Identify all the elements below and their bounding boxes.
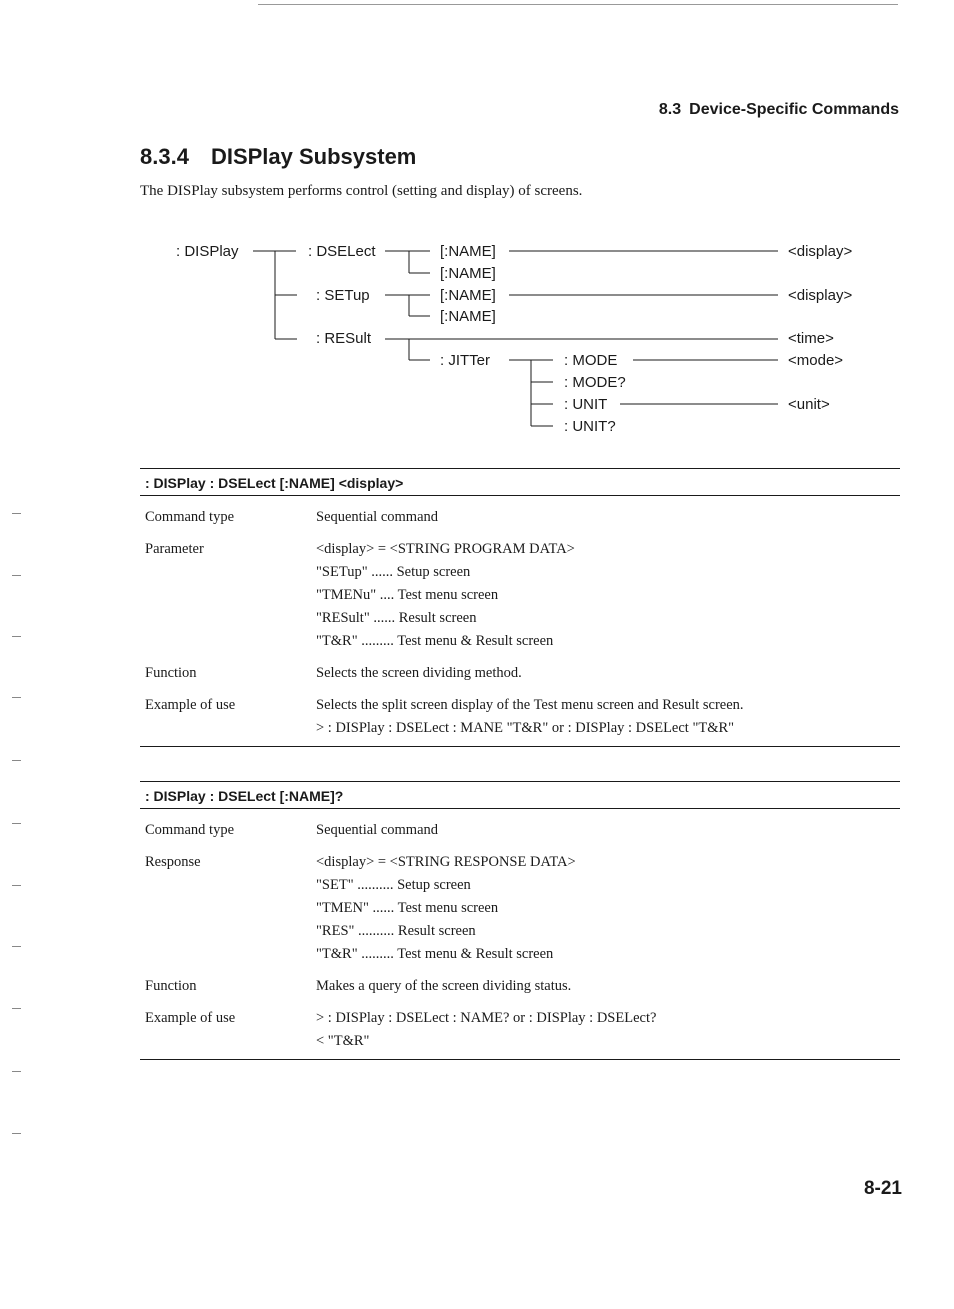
- margin-mark: [12, 1008, 21, 1009]
- tree-param-display-1: <display>: [788, 243, 853, 260]
- value-line: Sequential command: [316, 509, 439, 525]
- block-end-rule: [140, 746, 900, 747]
- tree-jitter: : JITTer: [440, 352, 491, 369]
- section-number: 8.3: [658, 101, 682, 118]
- command-block-body: [140, 819, 900, 1053]
- margin-mark: [12, 946, 21, 947]
- value-line: Sequential command: [316, 822, 439, 838]
- tree-dselect: : DSELect: [308, 243, 376, 260]
- row-label: Command type: [145, 509, 235, 525]
- value-line: "RESult" ...... Result screen: [316, 610, 477, 626]
- tree-param-time: <time>: [788, 330, 834, 347]
- row-label: Function: [145, 978, 197, 994]
- value-line: Selects the split screen display of the Test menu screen and Result screen.: [316, 697, 744, 713]
- tree-root: : DISPlay: [176, 243, 239, 260]
- tree-param-unit: <unit>: [788, 396, 830, 413]
- row-value: [316, 538, 900, 653]
- tree-mode: : MODE: [564, 352, 618, 369]
- value-line: < "T&R": [316, 1033, 370, 1049]
- margin-mark: [12, 513, 21, 514]
- row-label: Parameter: [145, 541, 204, 557]
- tree-unit: : UNIT: [564, 396, 608, 413]
- margin-mark: [12, 575, 21, 576]
- heading-number: 8.3.4: [140, 144, 189, 169]
- value-line: Makes a query of the screen dividing status.: [316, 978, 572, 994]
- command-tree-diagram: [0, 0, 954, 450]
- row-label: Example of use: [145, 1010, 236, 1026]
- row-label: Response: [145, 854, 201, 870]
- value-line: Selects the screen dividing method.: [316, 665, 522, 681]
- row-function: [145, 662, 900, 685]
- value-line: "T&R" ......... Test menu & Result screen: [316, 633, 554, 649]
- command-block-body: [140, 506, 900, 740]
- value-line: "RES" .......... Result screen: [316, 923, 476, 939]
- row-value: [316, 1007, 900, 1053]
- value-line: > : DISPlay : DSELect : MANE "T&R" or : DISPlay : DSELect "T&R": [316, 720, 735, 736]
- tree-param-display-2: <display>: [788, 287, 853, 304]
- value-line: "TMENu" .... Test menu screen: [316, 587, 499, 603]
- row-response: [145, 851, 900, 966]
- command-block-dselect-query: [140, 781, 900, 1060]
- intro-paragraph: The DISPlay subsystem performs control (setting and display) of screens.: [140, 183, 583, 199]
- row-label: Function: [145, 665, 197, 681]
- row-parameter: [145, 538, 900, 653]
- row-value: [316, 819, 900, 842]
- row-value: [316, 694, 900, 740]
- tree-name-4: [:NAME]: [440, 308, 496, 325]
- tree-result: : RESult: [316, 330, 372, 347]
- page-number: 8-21: [863, 1178, 902, 1199]
- value-line: "TMEN" ...... Test menu screen: [316, 900, 499, 916]
- margin-mark: [12, 885, 21, 886]
- row-example: [145, 1007, 900, 1053]
- row-value: [316, 851, 900, 966]
- margin-mark: [12, 823, 21, 824]
- command-block-title: : DISPlay : DSELect [:NAME] <display>: [140, 468, 900, 496]
- margin-mark: [12, 1071, 21, 1072]
- row-function: [145, 975, 900, 998]
- tree-name-2: [:NAME]: [440, 265, 496, 282]
- command-block-dselect-set: [140, 468, 900, 747]
- tree-unit-query: : UNIT?: [564, 418, 616, 435]
- row-command-type: [145, 506, 900, 529]
- margin-mark: [12, 760, 21, 761]
- section-title: Device-Specific Commands: [689, 101, 899, 118]
- margin-mark: [12, 636, 21, 637]
- value-line: "T&R" ......... Test menu & Result screen: [316, 946, 554, 962]
- row-value: [316, 662, 900, 685]
- value-line: <display> = <STRING RESPONSE DATA>: [316, 854, 576, 870]
- value-line: "SET" .......... Setup screen: [316, 877, 471, 893]
- value-line: <display> = <STRING PROGRAM DATA>: [316, 541, 575, 557]
- tree-param-mode: <mode>: [788, 352, 844, 369]
- value-line: > : DISPlay : DSELect : NAME? or : DISPlay : DSELect?: [316, 1010, 657, 1026]
- tree-name-1: [:NAME]: [440, 243, 496, 260]
- row-value: [316, 506, 900, 529]
- tree-mode-query: : MODE?: [564, 374, 626, 391]
- row-command-type: [145, 819, 900, 842]
- command-block-title: : DISPlay : DSELect [:NAME]?: [140, 781, 900, 809]
- heading-title: DISPlay Subsystem: [210, 144, 417, 169]
- margin-mark: [12, 697, 21, 698]
- margin-mark: [12, 1133, 21, 1134]
- row-value: [316, 975, 900, 998]
- tree-setup: : SETup: [316, 287, 370, 304]
- tree-name-3: [:NAME]: [440, 287, 496, 304]
- value-line: "SETup" ...... Setup screen: [316, 564, 471, 580]
- row-label: Command type: [145, 822, 235, 838]
- block-end-rule: [140, 1059, 900, 1060]
- row-label: Example of use: [145, 697, 236, 713]
- row-example: [145, 694, 900, 740]
